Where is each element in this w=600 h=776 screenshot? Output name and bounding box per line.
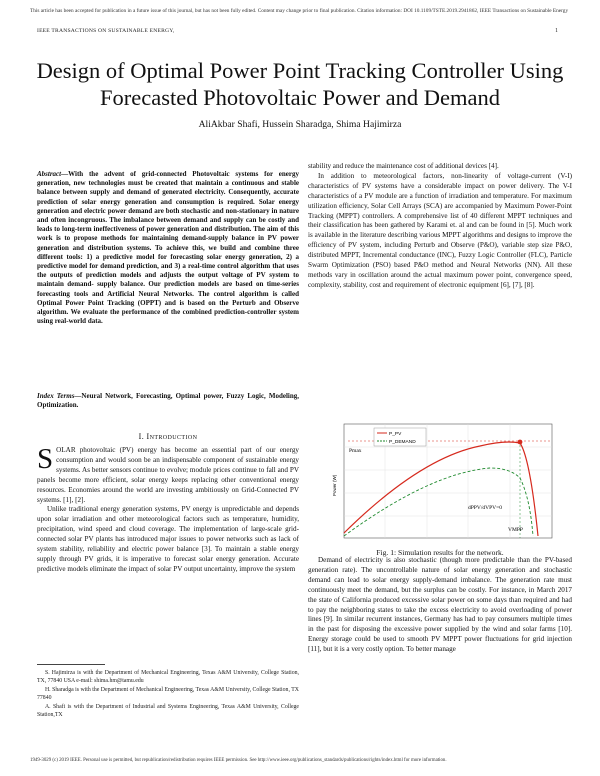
acceptance-notice: This article has been accepted for publication in a future issue of this journal, but has not been fully edited. Content may change prior to final publication. Citation information: DOI 10.1109/TSTE.2019.2941862, IEEE Transactions on Sustainable Energy <box>30 8 569 14</box>
author-list: AliAkbar Shafi, Hussein Sharadga, Shima Hajimirza <box>198 119 402 130</box>
right-paragraph-1: stability and reduce the maintenance cost of additional devices [4]. <box>308 162 499 170</box>
abstract-text: —With the advent of grid-connected Photovoltaic systems for energy generation, new technologies must be created that maintain a continuous and stable balance between supply and demand of generated electricity. Consequently, accurate prediction of solar energy generation and consumption is required. Solar energy generation and electric power demand are both stochastic and non-stationary in nature and often incongruous. The imbalance between demand and supply can be costly and leads to long-term ineffectiveness of power generation and distribution. The aim of this work is to propose methods for maintaining demand-supply balance in PV power generation and distribution systems. To achieve this, we build and combine three different tools: 1) a predictive model for forecasting solar energy generation, 2) a predictive model for demand prediction, and 3) a real-time control algorithm that uses the outputs of prediction models and adjusts the output voltage of PV system to maintain demand- supply balance. Our prediction models are based on time-series forecasting tools and Artificial Neural Networks. The control algorithm is called Optimal Power Point Tracking (OPPT) and is based on the Perturb and Observe algorithm. We evaluate the performance of the combined prediction-controller system using real-world data. <box>37 170 299 326</box>
legend-demand-label: P_DEMAND <box>389 440 416 445</box>
pmax-label: Pmax <box>349 448 362 454</box>
maximum-power-point-marker <box>518 440 523 445</box>
figure-caption: Fig. 1: Simulation results for the network. <box>376 548 504 557</box>
right-column-top <box>308 162 572 291</box>
index-terms-label: Index Terms <box>37 392 75 400</box>
figure-1 <box>330 418 560 548</box>
y-axis-label: Power (W) <box>332 474 337 496</box>
intro-paragraph-2: Unlike traditional energy generation systems, PV energy is unpredictable and depends upon solar irradiation and other meteorological factors such as temperature, humidity, precipitation, wind speed and cloud coverage. The implementation of large-scale grid-connected solar PV plants has introduced major issues to power networks such as lack of system stability, reliability and electric power balance [3]. To maintain a stable energy supply through PV grids, it is imperative to forecast solar energy generation. Accurate predictive models eliminate the impact of solar PV output uncertainty, improve the system <box>37 505 299 573</box>
slope-label: dPPV/dVPV=0 <box>468 505 502 511</box>
author-footnotes <box>37 670 299 722</box>
abstract-label: Abstract <box>37 170 62 178</box>
index-terms-text: —Neural Network, Forecasting, Optimal power, Fuzzy Logic, Modeling, Optimization. <box>37 392 300 410</box>
introduction-body <box>37 443 299 575</box>
intro-paragraph-1-text: OLAR photovoltaic (PV) energy has become an essential part of our energy consumption and would soon be an indispensable component of sustainable energy systems. As better sensors continue to evolve; module prices continue to fall and PV panels become more efficient, solar energy keeps replacing other conventional energy resources. Economies around the world are investing ambitiously on Grid-Connected PV systems. [1], [2]. <box>37 446 299 504</box>
footnote-1: S. Hajimirza is with the Department of Mechanical Engineering, Texas A&M University, College Station, TX, 77840 USA e-mail: shima.hm@tamu.edu <box>37 670 299 684</box>
journal-header: IEEE TRANSACTIONS ON SUSTAINABLE ENERGY, <box>37 28 175 34</box>
page-number: 1 <box>555 28 558 34</box>
legend-pv-label: P_PV <box>389 432 402 437</box>
drop-cap: S <box>37 443 54 475</box>
index-terms <box>37 392 299 410</box>
footnote-2: H. Sharadga is with the Department of Mechanical Engineering, Texas A&M University, College Station, TX 77840 <box>37 687 299 701</box>
right-column-bottom <box>308 556 572 655</box>
section-heading <box>37 432 299 441</box>
intro-paragraph-1 <box>37 443 299 505</box>
right-paragraph-3: Demand of electricity is also stochastic (though more predictable than the PV-based generation rate). The uncontrollable nature of solar energy generation and stochastic demand can lead to solar energy supply-demand imbalance. The generation rate must continuously meet the demand, but the surplus can be costly. For instance, in March 2017 the state of California produced excessive solar power on some days than required and had to pay the neighboring states to take the excess electricity to avoid overloading of power lines [9]. In similar recurrent instances, Germany has had to pay consumers multiple times in the past for disposing the excessive power supplied by the wind and solar farms [10]. Energy storage could be used to smooth PV MPPT power fluctuations for grid injection [11], but it is a very costly option. To better manage <box>308 556 572 654</box>
figure-1-plot <box>330 418 560 548</box>
paper-title: Design of Optimal Power Point Tracking Controller Using Forecasted Photovoltaic Power and Demand <box>36 58 564 110</box>
abstract <box>37 170 299 326</box>
vmpp-label: VMPP <box>508 527 523 533</box>
section-number: I. <box>138 432 145 441</box>
section-title: Introduction <box>146 432 198 441</box>
footnote-rule <box>37 664 105 665</box>
footnote-3: A. Shafi is with the Department of Industrial and Systems Engineering, Texas A&M University, College Station,TX <box>37 704 299 718</box>
right-paragraph-2: In addition to meteorological factors, non-linearity of voltage-current (V-I) characteristics of PV systems have a considerable impact on power delivery. The V-I characteristics of a PV module are a function of irradiation and temperature. For maximum utilization efficiency, Solar Cell Arrays (SCA) are accompanied by Maximum Power-Point Tracking (MPPT) controllers. A comprehensive list of 40 different MPPT techniques and their classification has been gathered by Karami et. al and can be found in [5]. Much work is available in the literature describing various MPPT algorithms and designs to improve the efficiency of PV system, including Perturb and Observe (P&O), variable step size P&O, distributed MPPT, Incremental conductance (INC), Fuzzy Logic Controller (FLC), Particle Swarm Optimization (PSO) based P&O method and Neural Networks (NN). All these methods vary in oscillation around the actual maximum power point, convergence speed, complexity, stability, cost and requirement of electronic equipment [6], [7], [8]. <box>308 171 572 289</box>
copyright-footer: 1949-3029 (c) 2019 IEEE. Personal use is permitted, but republication/redistribution requires IEEE permission. See http://www.ieee.org/publications_standards/publications/rights/index.html for more information. <box>30 758 447 763</box>
